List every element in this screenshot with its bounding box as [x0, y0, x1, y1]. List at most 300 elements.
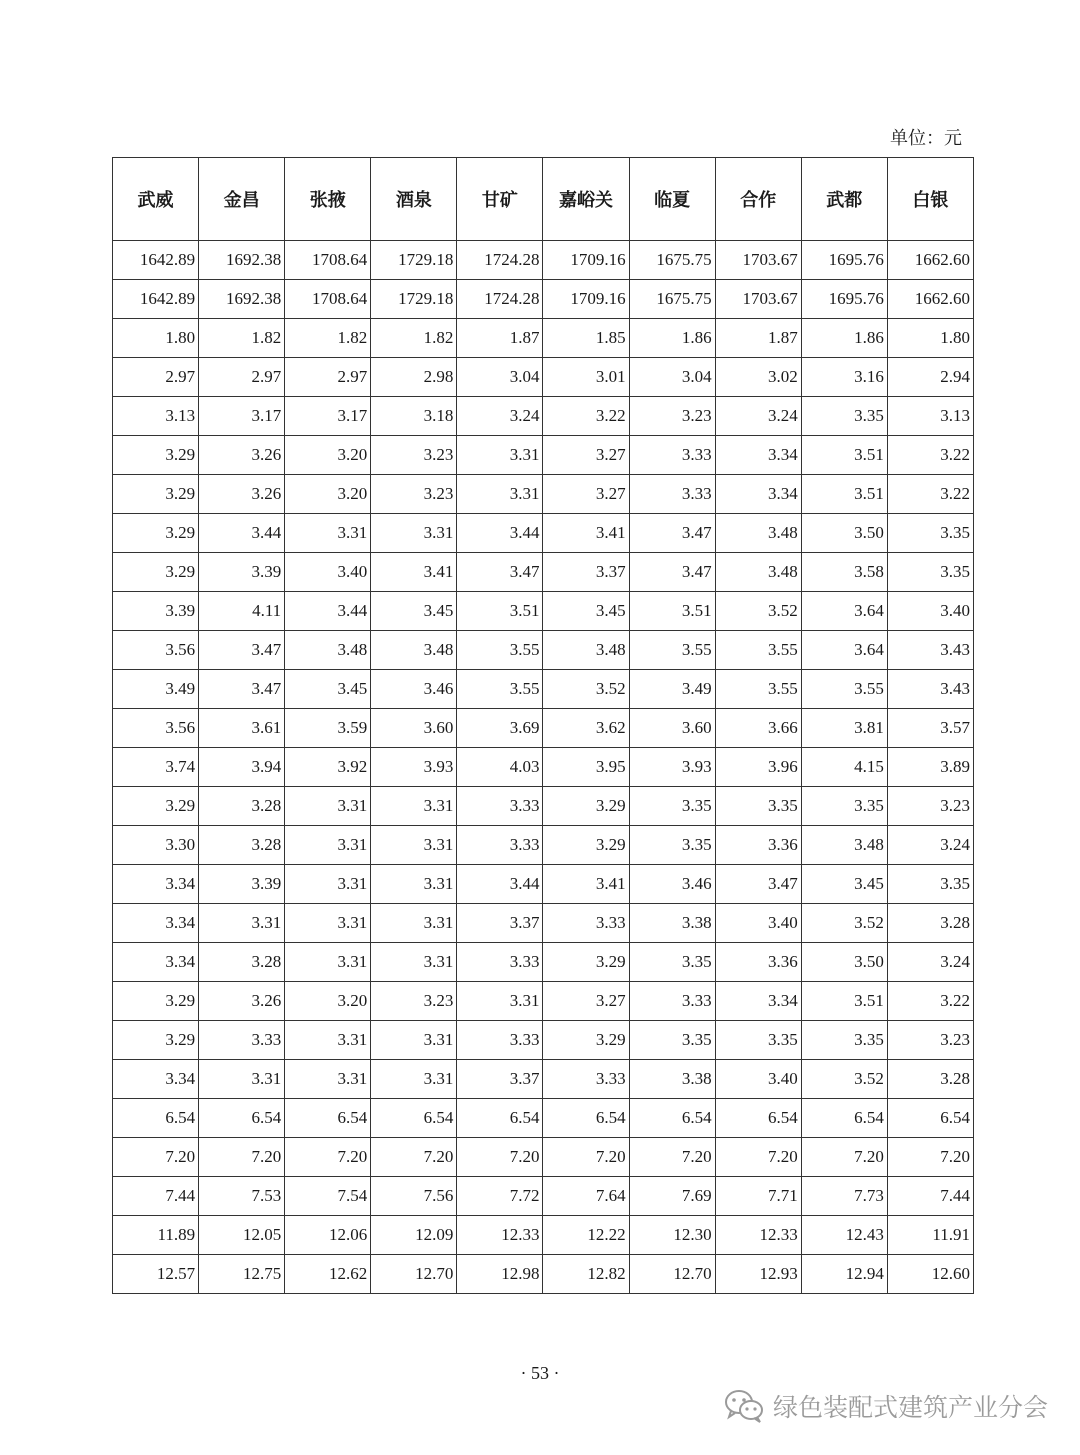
- table-cell: 3.34: [113, 865, 199, 904]
- table-cell: 11.89: [113, 1216, 199, 1255]
- table-cell: 3.28: [199, 826, 285, 865]
- table-cell: 7.20: [285, 1138, 371, 1177]
- table-row: [113, 280, 974, 319]
- table-cell: 3.52: [543, 670, 629, 709]
- table-cell: 3.29: [113, 475, 199, 514]
- table-cell: 3.04: [629, 358, 715, 397]
- table-cell: 3.44: [457, 514, 543, 553]
- table-cell: 3.34: [113, 904, 199, 943]
- table-cell: 1729.18: [371, 241, 457, 280]
- table-cell: 3.35: [801, 1021, 887, 1060]
- column-header: 武都: [801, 158, 887, 241]
- table-cell: 3.55: [457, 631, 543, 670]
- table-cell: 1662.60: [887, 280, 973, 319]
- table-cell: 3.36: [715, 826, 801, 865]
- table-cell: 6.54: [457, 1099, 543, 1138]
- table-cell: 3.95: [543, 748, 629, 787]
- table-row: [113, 982, 974, 1021]
- table-cell: 12.62: [285, 1255, 371, 1294]
- watermark: [723, 1388, 1048, 1424]
- table-row: [113, 1021, 974, 1060]
- table-cell: 3.33: [629, 982, 715, 1021]
- table-cell: 6.54: [887, 1099, 973, 1138]
- table-cell: 3.49: [113, 670, 199, 709]
- table-cell: 3.48: [371, 631, 457, 670]
- table-cell: 12.94: [801, 1255, 887, 1294]
- table-cell: 3.20: [285, 475, 371, 514]
- table-cell: 3.35: [715, 1021, 801, 1060]
- table-cell: 3.92: [285, 748, 371, 787]
- table-cell: 12.70: [371, 1255, 457, 1294]
- table-cell: 3.44: [457, 865, 543, 904]
- table-cell: 3.33: [457, 787, 543, 826]
- table-cell: 12.70: [629, 1255, 715, 1294]
- table-cell: 3.47: [199, 670, 285, 709]
- table-cell: 3.24: [715, 397, 801, 436]
- table-cell: 3.33: [457, 943, 543, 982]
- table-row: [113, 358, 974, 397]
- column-header: 酒泉: [371, 158, 457, 241]
- table-cell: 1695.76: [801, 241, 887, 280]
- table-cell: 3.41: [371, 553, 457, 592]
- table-cell: 3.31: [371, 826, 457, 865]
- table-cell: 4.03: [457, 748, 543, 787]
- table-cell: 3.66: [715, 709, 801, 748]
- table-cell: 3.33: [629, 475, 715, 514]
- table-cell: 1695.76: [801, 280, 887, 319]
- table-cell: 3.69: [457, 709, 543, 748]
- table-cell: 1642.89: [113, 280, 199, 319]
- table-cell: 3.48: [285, 631, 371, 670]
- table-cell: 3.39: [113, 592, 199, 631]
- table-cell: 3.52: [715, 592, 801, 631]
- table-row: [113, 1177, 974, 1216]
- table-cell: 1709.16: [543, 280, 629, 319]
- table-cell: 7.73: [801, 1177, 887, 1216]
- table-cell: 3.60: [371, 709, 457, 748]
- table-cell: 12.33: [715, 1216, 801, 1255]
- table-cell: 3.22: [543, 397, 629, 436]
- table-cell: 3.38: [629, 904, 715, 943]
- table-cell: 3.40: [715, 904, 801, 943]
- table-cell: 3.29: [543, 943, 629, 982]
- table-cell: 3.40: [285, 553, 371, 592]
- table-cell: 3.35: [801, 397, 887, 436]
- table-cell: 7.20: [801, 1138, 887, 1177]
- table-cell: 3.57: [887, 709, 973, 748]
- table-cell: 3.23: [371, 475, 457, 514]
- table-cell: 1.85: [543, 319, 629, 358]
- table-cell: 3.30: [113, 826, 199, 865]
- table-cell: 3.35: [887, 553, 973, 592]
- table-cell: 3.24: [457, 397, 543, 436]
- table-cell: 3.31: [371, 904, 457, 943]
- table-cell: 3.31: [457, 475, 543, 514]
- table-row: [113, 826, 974, 865]
- table-row: [113, 748, 974, 787]
- table-cell: 3.28: [887, 904, 973, 943]
- table-cell: 3.41: [543, 514, 629, 553]
- table-cell: 7.44: [113, 1177, 199, 1216]
- table-cell: 3.48: [715, 553, 801, 592]
- table-cell: 1675.75: [629, 241, 715, 280]
- table-cell: 6.54: [543, 1099, 629, 1138]
- table-cell: 7.20: [629, 1138, 715, 1177]
- table-cell: 3.35: [629, 787, 715, 826]
- table-cell: 3.55: [629, 631, 715, 670]
- table-cell: 3.33: [457, 826, 543, 865]
- table-cell: 3.34: [113, 1060, 199, 1099]
- table-cell: 1729.18: [371, 280, 457, 319]
- column-header: 金昌: [199, 158, 285, 241]
- table-cell: 3.29: [113, 787, 199, 826]
- table-cell: 3.31: [285, 826, 371, 865]
- table-cell: 3.22: [887, 982, 973, 1021]
- table-cell: 3.47: [629, 514, 715, 553]
- table-cell: 1709.16: [543, 241, 629, 280]
- table-cell: 3.56: [113, 631, 199, 670]
- table-cell: 3.52: [801, 904, 887, 943]
- table-cell: 3.64: [801, 592, 887, 631]
- table-cell: 3.16: [801, 358, 887, 397]
- table-cell: 3.37: [543, 553, 629, 592]
- table-cell: 1708.64: [285, 241, 371, 280]
- table-cell: 1703.67: [715, 280, 801, 319]
- table-cell: 3.31: [285, 943, 371, 982]
- table-cell: 7.56: [371, 1177, 457, 1216]
- table-cell: 3.23: [887, 1021, 973, 1060]
- table-row: [113, 319, 974, 358]
- table-cell: 3.24: [887, 943, 973, 982]
- table-cell: 3.37: [457, 1060, 543, 1099]
- table-cell: 1.87: [457, 319, 543, 358]
- table-cell: 1675.75: [629, 280, 715, 319]
- table-cell: 3.26: [199, 475, 285, 514]
- wechat-icon: [723, 1388, 765, 1424]
- table-cell: 3.26: [199, 436, 285, 475]
- table-row: [113, 670, 974, 709]
- table-cell: 3.50: [801, 514, 887, 553]
- table-cell: 2.97: [199, 358, 285, 397]
- column-header: 嘉峪关: [543, 158, 629, 241]
- table-cell: 7.72: [457, 1177, 543, 1216]
- table-cell: 3.64: [801, 631, 887, 670]
- table-cell: 7.54: [285, 1177, 371, 1216]
- table-cell: 3.17: [199, 397, 285, 436]
- table-cell: 11.91: [887, 1216, 973, 1255]
- table-cell: 2.97: [113, 358, 199, 397]
- table-cell: 3.47: [199, 631, 285, 670]
- table-cell: 3.29: [543, 826, 629, 865]
- column-header: 白银: [887, 158, 973, 241]
- table-cell: 3.44: [285, 592, 371, 631]
- table-cell: 3.35: [629, 1021, 715, 1060]
- table-cell: 3.35: [715, 787, 801, 826]
- table-cell: 12.22: [543, 1216, 629, 1255]
- table-cell: 3.34: [113, 943, 199, 982]
- table-cell: 3.31: [285, 904, 371, 943]
- table-cell: 3.39: [199, 865, 285, 904]
- table-cell: 7.20: [199, 1138, 285, 1177]
- table-cell: 3.49: [629, 670, 715, 709]
- table-cell: 7.20: [543, 1138, 629, 1177]
- table-row: [113, 397, 974, 436]
- table-row: [113, 592, 974, 631]
- table-cell: 3.35: [629, 826, 715, 865]
- table-cell: 1.80: [113, 319, 199, 358]
- table-cell: 3.34: [715, 475, 801, 514]
- table-cell: 1.86: [629, 319, 715, 358]
- table-cell: 3.51: [629, 592, 715, 631]
- table-cell: 3.48: [715, 514, 801, 553]
- table-cell: 3.55: [801, 670, 887, 709]
- table-cell: 3.47: [715, 865, 801, 904]
- table-cell: 1692.38: [199, 241, 285, 280]
- table-cell: 12.60: [887, 1255, 973, 1294]
- table-cell: 3.13: [887, 397, 973, 436]
- table-row: [113, 436, 974, 475]
- table-row: [113, 709, 974, 748]
- table-cell: 3.29: [113, 1021, 199, 1060]
- table-cell: 6.54: [801, 1099, 887, 1138]
- table-cell: 3.89: [887, 748, 973, 787]
- table-cell: 1642.89: [113, 241, 199, 280]
- table-cell: 1692.38: [199, 280, 285, 319]
- table-cell: 3.18: [371, 397, 457, 436]
- table-cell: 1.87: [715, 319, 801, 358]
- table-cell: 3.28: [887, 1060, 973, 1099]
- table-cell: 3.23: [371, 982, 457, 1021]
- table-cell: 3.93: [371, 748, 457, 787]
- table-cell: 3.51: [457, 592, 543, 631]
- table-row: [113, 1138, 974, 1177]
- table-cell: 3.48: [801, 826, 887, 865]
- table-cell: 3.51: [801, 982, 887, 1021]
- table-cell: 6.54: [199, 1099, 285, 1138]
- table-cell: 7.20: [715, 1138, 801, 1177]
- table-cell: 3.35: [629, 943, 715, 982]
- table-row: [113, 1216, 974, 1255]
- table-cell: 7.53: [199, 1177, 285, 1216]
- table-cell: 3.46: [629, 865, 715, 904]
- table-cell: 3.43: [887, 631, 973, 670]
- table-cell: 3.34: [715, 436, 801, 475]
- column-header: 武威: [113, 158, 199, 241]
- table-cell: 3.47: [629, 553, 715, 592]
- table-cell: 3.31: [199, 1060, 285, 1099]
- table-cell: 6.54: [371, 1099, 457, 1138]
- table-cell: 3.31: [285, 865, 371, 904]
- table-cell: 3.17: [285, 397, 371, 436]
- table-cell: 3.50: [801, 943, 887, 982]
- table-cell: 3.34: [715, 982, 801, 1021]
- table-cell: 3.23: [887, 787, 973, 826]
- table-cell: 3.31: [285, 514, 371, 553]
- table-row: [113, 514, 974, 553]
- table-cell: 3.29: [113, 982, 199, 1021]
- table-cell: 3.28: [199, 943, 285, 982]
- table-row: [113, 904, 974, 943]
- table-row: [113, 1099, 974, 1138]
- table-row: [113, 865, 974, 904]
- table-cell: 3.33: [457, 1021, 543, 1060]
- table-cell: 3.55: [715, 631, 801, 670]
- table-cell: 12.93: [715, 1255, 801, 1294]
- table-cell: 3.45: [801, 865, 887, 904]
- table-cell: 6.54: [285, 1099, 371, 1138]
- table-cell: 3.33: [629, 436, 715, 475]
- table-cell: 3.35: [887, 514, 973, 553]
- table-cell: 3.41: [543, 865, 629, 904]
- table-cell: 3.39: [199, 553, 285, 592]
- table-body: [113, 241, 974, 1294]
- table-row: [113, 943, 974, 982]
- table-cell: 7.20: [113, 1138, 199, 1177]
- table-row: [113, 241, 974, 280]
- table-row: [113, 787, 974, 826]
- table-cell: 2.98: [371, 358, 457, 397]
- table-cell: 3.93: [629, 748, 715, 787]
- table-cell: 12.43: [801, 1216, 887, 1255]
- table-cell: 3.20: [285, 436, 371, 475]
- table-cell: 1662.60: [887, 241, 973, 280]
- table-cell: 3.31: [371, 514, 457, 553]
- table-cell: 3.51: [801, 475, 887, 514]
- table-cell: 3.29: [543, 787, 629, 826]
- table-cell: 3.02: [715, 358, 801, 397]
- page-number: · 53 ·: [520, 1363, 560, 1383]
- table-cell: 3.45: [371, 592, 457, 631]
- table-cell: 1.82: [199, 319, 285, 358]
- table-cell: 3.38: [629, 1060, 715, 1099]
- table-cell: 3.27: [543, 475, 629, 514]
- table-cell: 3.35: [801, 787, 887, 826]
- table-cell: 3.51: [801, 436, 887, 475]
- table-cell: 3.55: [715, 670, 801, 709]
- table-cell: 3.40: [715, 1060, 801, 1099]
- table-cell: 3.31: [371, 1060, 457, 1099]
- table-cell: 1708.64: [285, 280, 371, 319]
- table-row: [113, 553, 974, 592]
- column-header: 临夏: [629, 158, 715, 241]
- table-cell: 3.44: [199, 514, 285, 553]
- table-cell: 1724.28: [457, 280, 543, 319]
- table-cell: 12.05: [199, 1216, 285, 1255]
- table-cell: 3.37: [457, 904, 543, 943]
- table-cell: 1.86: [801, 319, 887, 358]
- table-cell: 12.57: [113, 1255, 199, 1294]
- table-cell: 3.47: [457, 553, 543, 592]
- table-row: [113, 631, 974, 670]
- table-cell: 3.29: [113, 553, 199, 592]
- table-cell: 12.33: [457, 1216, 543, 1255]
- table-cell: 3.29: [543, 1021, 629, 1060]
- table-cell: 2.97: [285, 358, 371, 397]
- table-cell: 3.74: [113, 748, 199, 787]
- table-cell: 3.26: [199, 982, 285, 1021]
- table-cell: 12.30: [629, 1216, 715, 1255]
- table-cell: 3.94: [199, 748, 285, 787]
- table-cell: 3.29: [113, 436, 199, 475]
- table-cell: 3.27: [543, 436, 629, 475]
- table-cell: 3.58: [801, 553, 887, 592]
- price-table: [112, 157, 974, 1294]
- table-cell: 1703.67: [715, 241, 801, 280]
- column-header: 张掖: [285, 158, 371, 241]
- table-cell: 6.54: [113, 1099, 199, 1138]
- table-cell: 3.60: [629, 709, 715, 748]
- table-cell: 2.94: [887, 358, 973, 397]
- table-cell: 3.31: [371, 865, 457, 904]
- table-cell: 3.31: [285, 787, 371, 826]
- table-cell: 3.96: [715, 748, 801, 787]
- table-row: [113, 475, 974, 514]
- table-cell: 3.61: [199, 709, 285, 748]
- table-cell: 3.29: [113, 514, 199, 553]
- table-cell: 3.31: [199, 904, 285, 943]
- table-cell: 12.82: [543, 1255, 629, 1294]
- table-cell: 3.20: [285, 982, 371, 1021]
- table-cell: 12.98: [457, 1255, 543, 1294]
- table-cell: 6.54: [629, 1099, 715, 1138]
- table-cell: 1.82: [285, 319, 371, 358]
- table-cell: 12.75: [199, 1255, 285, 1294]
- table-row: [113, 1060, 974, 1099]
- watermark-text: 绿色装配式建筑产业分会: [772, 1393, 1048, 1422]
- table-cell: 3.33: [543, 1060, 629, 1099]
- table-cell: 3.35: [887, 865, 973, 904]
- table-cell: 3.36: [715, 943, 801, 982]
- table-cell: 3.62: [543, 709, 629, 748]
- table-cell: 1.80: [887, 319, 973, 358]
- table-cell: 3.31: [285, 1060, 371, 1099]
- table-cell: 3.46: [371, 670, 457, 709]
- table-header-row: [113, 158, 974, 241]
- table-cell: 3.31: [371, 787, 457, 826]
- table-cell: 3.28: [199, 787, 285, 826]
- table-cell: 7.44: [887, 1177, 973, 1216]
- table-cell: 3.45: [285, 670, 371, 709]
- table-cell: 3.56: [113, 709, 199, 748]
- table-cell: 3.45: [543, 592, 629, 631]
- table-cell: 3.01: [543, 358, 629, 397]
- table-cell: 3.55: [457, 670, 543, 709]
- table-cell: 3.23: [629, 397, 715, 436]
- table-cell: 7.64: [543, 1177, 629, 1216]
- table-cell: 3.31: [457, 982, 543, 1021]
- table-cell: 3.33: [199, 1021, 285, 1060]
- table-cell: 4.15: [801, 748, 887, 787]
- table-cell: 7.20: [887, 1138, 973, 1177]
- table-cell: 3.31: [371, 1021, 457, 1060]
- table-cell: 3.22: [887, 436, 973, 475]
- table-cell: 12.09: [371, 1216, 457, 1255]
- table-cell: 3.27: [543, 982, 629, 1021]
- table-cell: 7.71: [715, 1177, 801, 1216]
- column-header: 合作: [715, 158, 801, 241]
- table-cell: 7.20: [457, 1138, 543, 1177]
- table-cell: 3.52: [801, 1060, 887, 1099]
- table-cell: 3.81: [801, 709, 887, 748]
- table-cell: 3.31: [457, 436, 543, 475]
- table-cell: 3.59: [285, 709, 371, 748]
- table-cell: 3.33: [543, 904, 629, 943]
- table-cell: 3.13: [113, 397, 199, 436]
- column-header: 甘矿: [457, 158, 543, 241]
- table-cell: 7.69: [629, 1177, 715, 1216]
- table-cell: 1.82: [371, 319, 457, 358]
- table-cell: 3.04: [457, 358, 543, 397]
